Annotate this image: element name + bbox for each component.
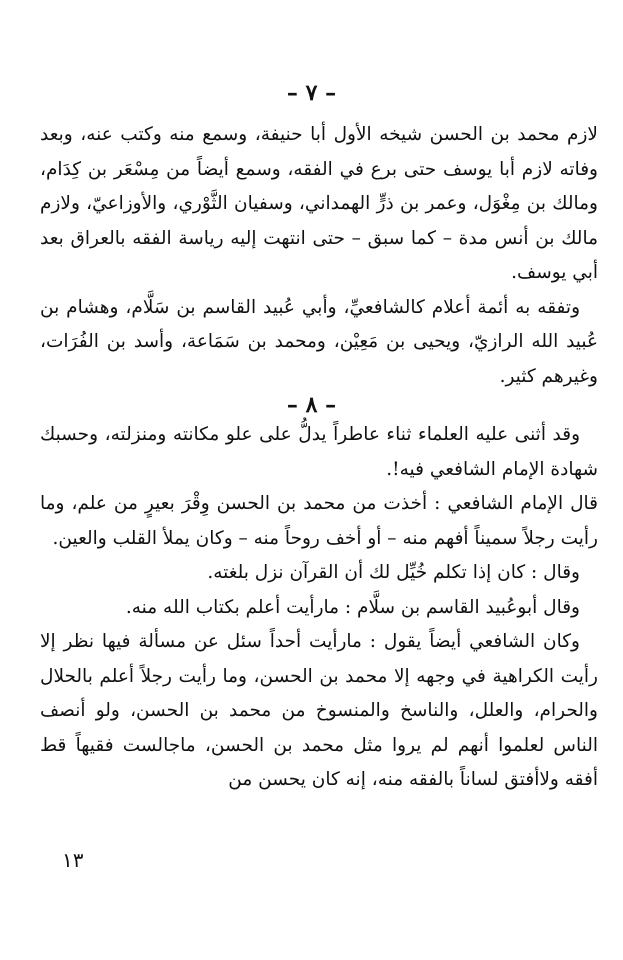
paragraph: قال الإمام الشافعي : أخذت من محمد بن الحسن وِقْرَ بعيرٍ من علم، وما رأيت رجلاً سميناً أفهم منه – أو أخف روحاً منه – وكان يملأ القلب والعين. (40, 493, 598, 549)
section-number: – ٨ – (286, 392, 337, 418)
paragraph: وقال أبوعُبيد القاسم بن سلَّام : مارأيت أعلم بكتاب الله منه. (125, 596, 580, 618)
page-number: – ٧ – (286, 80, 337, 106)
paragraph: وتفقه به أئمة أعلام كالشافعيِّ، وأبي عُبيد القاسم بن سَلَّام، وهشام بن عُبيد الله الرازيّ، ويحيى بن مَعِيْن، ومحمد بن سَمَاعة، وأسد بن الفُرَات، وغيرهم كثير. (40, 296, 598, 387)
paragraph: وقال : كان إذا تكلم خُيِّل لك أن القرآن نزل بلغته. (207, 562, 580, 583)
paragraph: وكان الشافعي أيضاً يقول : مارأيت أحداً سئل عن مسألة فيها نظر إلا رأيت الكراهية في وجهه إلا محمد بن الحسن، وما رأيت رجلاً أعلم بالحلال والحرام، والعلل، والناسخ والمنسوخ من محمد بن الحسن، ولو أنصف الناس لعلموا أنهم لم يروا مثل محمد بن الحسن، ماجالست فقيهاً قط أفقه ولاأفتق لساناً بالفقه منه، إنه كان يحسن من (40, 631, 598, 790)
folio-number: ١٣ (62, 848, 84, 872)
section-one-text (40, 118, 598, 394)
paragraph: وقد أثنى عليه العلماء ثناء عاطراً يدلُّ على علو مكانته ومنزلته، وحسبك شهادة الإمام الشافعي فيه!. (40, 424, 598, 480)
paragraph: لازم محمد بن الحسن شيخه الأول أبا حنيفة، وسمع منه وكتب عنه، وبعد وفاته لازم أبا يوسف حتى برع في الفقه، وسمع أيضاً من مِسْعَر بن كِدَام، ومالك بن مِغْوَل، وعمر بن ذرٍّ الهمداني، وسفيان الثَّوْري، والأوزاعيّ، ولازم مالك بن أنس مدة – كما سبق – حتى انتهت إليه رياسة الفقه بالعراق بعد أبي يوسف. (40, 124, 598, 283)
section-two-text (40, 418, 598, 798)
